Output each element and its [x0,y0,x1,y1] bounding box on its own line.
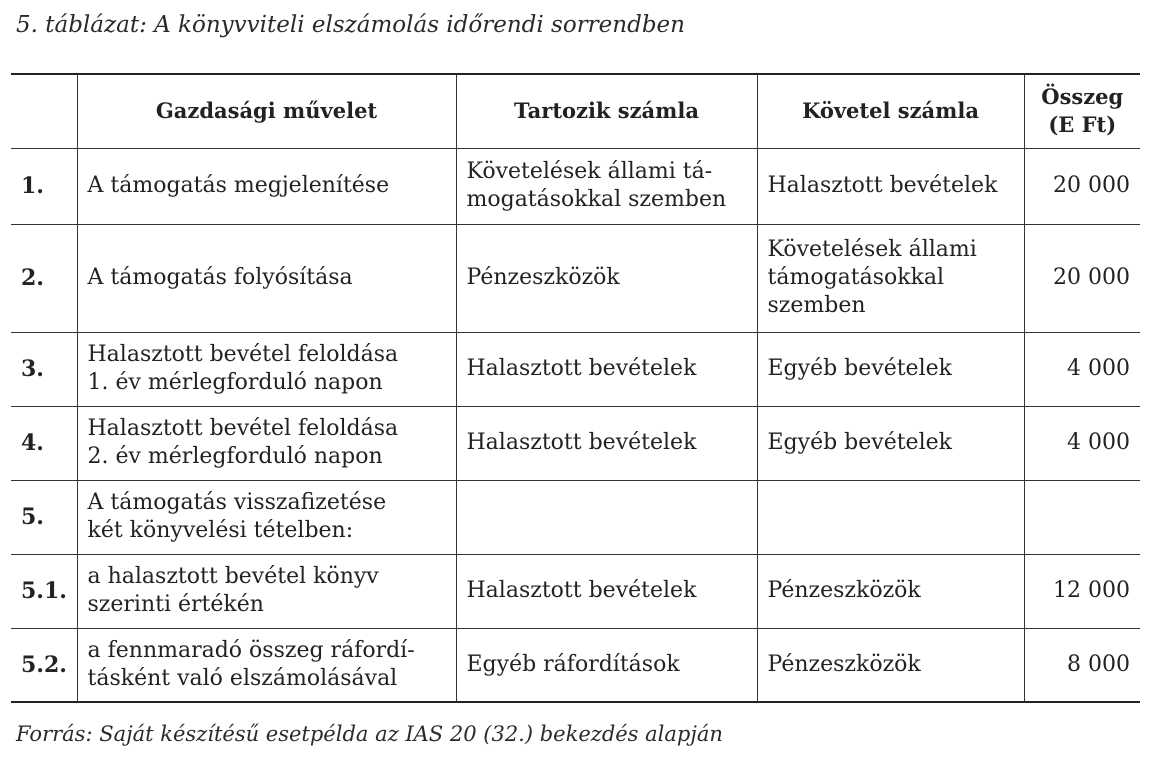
row-operation [77,332,456,406]
row-number: 4. [11,406,77,480]
row-amount: 20 000 [1024,148,1140,224]
row-credit-account-line: szemben [767,293,866,318]
row-debit-account-line: Halasztott bevételek [466,356,697,381]
row-operation [77,480,456,554]
header-credit: Követel számla [757,74,1024,148]
row-credit-account-line: Pénzeszközök [767,578,921,603]
table-header-row [11,74,1140,148]
row-amount: 4 000 [1024,332,1140,406]
row-number: 3. [11,332,77,406]
table-row [11,332,1140,406]
table-body [11,148,1140,702]
row-operation-line: A támogatás folyósítása [87,265,353,290]
row-operation-line: Halasztott bevétel feloldása [87,342,399,367]
row-debit-account [456,224,757,332]
row-number: 5.1. [11,554,77,628]
row-operation-line: Halasztott bevétel feloldása [87,416,399,441]
row-operation [77,406,456,480]
row-debit-account [456,554,757,628]
header-amount-line1: Összeg [1041,84,1124,110]
row-operation-line: két könyvelési tételben: [87,518,354,543]
row-number: 5.2. [11,628,77,702]
row-debit-account [456,406,757,480]
row-credit-account [757,148,1024,224]
header-debit: Tartozik számla [456,74,757,148]
row-number: 2. [11,224,77,332]
row-credit-account [757,628,1024,702]
row-operation [77,628,456,702]
row-operation-line: 2. év mérlegforduló napon [87,444,383,469]
row-operation-line: a halasztott bevétel könyv [87,564,379,589]
row-debit-account-line: Követelések állami tá- [466,159,713,184]
row-amount [1024,480,1140,554]
row-operation-line: tásként való elszámolásával [87,665,398,691]
row-credit-account [757,554,1024,628]
row-number: 1. [11,148,77,224]
row-debit-account-line: Halasztott bevételek [466,578,697,603]
accounting-table [11,73,1140,703]
row-amount: 4 000 [1024,406,1140,480]
row-debit-account [456,148,757,224]
row-debit-account-line: Pénzeszközök [466,265,620,290]
table-source: Forrás: Saját készítésű esetpélda az IAS 20 (32.) bekezdés alapján [16,722,723,746]
row-operation-line: a fennmaradó összeg ráfordí- [87,637,415,663]
row-credit-account [757,332,1024,406]
table-row [11,148,1140,224]
row-operation-line: 1. év mérlegforduló napon [87,370,383,395]
row-debit-account [456,332,757,406]
table-row [11,406,1140,480]
header-amount [1024,74,1140,148]
table-caption: 5. táblázat: A könyvviteli elszámolás időrendi sorrendben [16,12,685,38]
table-row [11,554,1140,628]
row-debit-account-line: mogatásokkal szemben [466,187,727,212]
row-credit-account-line: Követelések állami [767,237,977,262]
row-operation-line: A támogatás megjelenítése [87,173,390,198]
row-amount: 20 000 [1024,224,1140,332]
row-operation [77,148,456,224]
table-row [11,224,1140,332]
row-operation-line: A támogatás visszafizetése [87,490,387,515]
row-credit-account [757,406,1024,480]
row-credit-account [757,480,1024,554]
row-credit-account-line: Egyéb bevételek [767,430,952,455]
row-credit-account [757,224,1024,332]
row-debit-account-line: Egyéb ráfordítások [466,651,680,677]
row-credit-account-line: Pénzeszközök [767,651,921,677]
row-credit-account-line: Halasztott bevételek [767,173,998,198]
table-row [11,480,1140,554]
row-debit-account-line: Halasztott bevételek [466,430,697,455]
row-operation-line: szerinti értékén [87,592,264,617]
header-amount-line2: (E Ft) [1048,112,1117,138]
row-debit-account [456,480,757,554]
table-row [11,628,1140,702]
row-number: 5. [11,480,77,554]
row-debit-account [456,628,757,702]
header-number [11,74,77,148]
row-operation [77,224,456,332]
row-amount: 8 000 [1024,628,1140,702]
row-credit-account-line: támogatásokkal [767,265,945,290]
row-amount: 12 000 [1024,554,1140,628]
header-operation: Gazdasági művelet [77,74,456,148]
row-credit-account-line: Egyéb bevételek [767,356,952,381]
row-operation [77,554,456,628]
